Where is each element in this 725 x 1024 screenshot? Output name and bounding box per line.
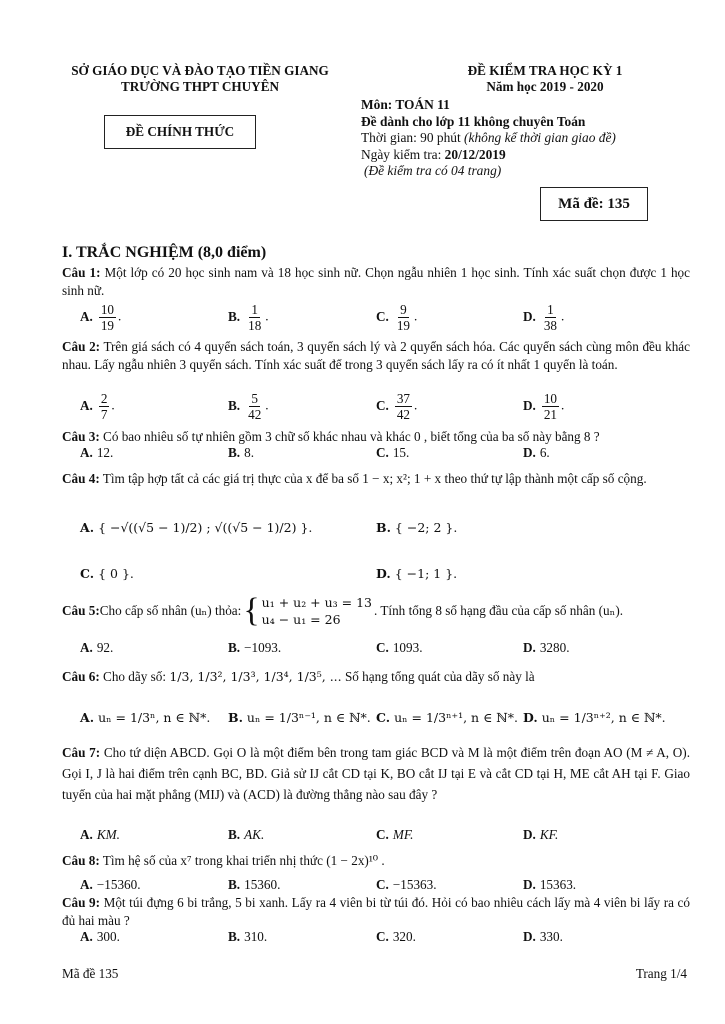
question-label: Câu 4: [62, 471, 100, 486]
option-label: A. [80, 827, 93, 842]
system-line-1: u₁ + u₂ + u₃ = 13 [261, 595, 373, 610]
numerator: 9 [400, 302, 407, 317]
option-value: −1093. [244, 640, 282, 655]
subject: Môn: TOÁN 11 [361, 97, 450, 112]
question-text: Một túi đựng 6 bi trắng, 5 bi xanh. Lấy ra 4 viên bi từ túi đó. Hỏi có bao nhiêu cách lấy mà 4 viên bi lấy ra có đủ hai màu ? [62, 895, 690, 928]
option-d[interactable] [523, 640, 570, 656]
option-value: 3280. [539, 640, 570, 655]
option-d[interactable] [523, 877, 576, 893]
numerator: 10 [543, 391, 558, 406]
denominator: 19 [396, 318, 411, 333]
option-value: −15360. [96, 877, 141, 892]
denominator: 7 [100, 407, 108, 422]
fraction [246, 391, 263, 422]
option-value: MF. [392, 827, 414, 842]
question-1 [62, 264, 690, 299]
option-d[interactable] [376, 566, 457, 581]
option-value: 15. [392, 445, 410, 460]
school-name: TRƯỜNG THPT CHUYÊN [120, 79, 280, 94]
option-b[interactable] [228, 827, 264, 843]
question-label: Câu 2: [62, 339, 101, 354]
option-label: D. [523, 877, 536, 892]
school-year: Năm học 2019 - 2020 [486, 79, 604, 94]
official-badge: ĐỀ CHÍNH THỨC [104, 115, 256, 149]
option-label: A. [80, 710, 95, 725]
option-value: −15363. [392, 877, 437, 892]
numerator: 5 [251, 391, 258, 406]
option-value: 92. [96, 640, 114, 655]
option-label: B. [376, 520, 391, 535]
brace-icon: { [243, 592, 260, 629]
denominator: 21 [543, 407, 558, 422]
denominator: 18 [248, 318, 262, 333]
option-value: 1093. [392, 640, 423, 655]
option-label: B. [228, 308, 241, 324]
option-label: D. [523, 710, 538, 725]
footer-page-number: Trang 1/4 [635, 966, 687, 981]
question-text: Trên giá sách có 4 quyển sách toán, 3 quyển sách lý và 2 quyển sách hóa. Các quyển sách cùng môn đều khác nhau. Lấy ngẫu nhiên 3 quyển sách. Tính xác suất để trong 3 quyển sách lấy ra có ít nhất 1 quyển là toán. [62, 339, 691, 372]
question-2 [62, 338, 690, 373]
option-value: { −2; 2 }. [394, 520, 458, 535]
numerator: 1 [251, 302, 258, 317]
exam-info [361, 97, 616, 180]
option-label: C. [376, 929, 389, 944]
option-label: B. [228, 877, 241, 892]
option-a[interactable]: A. $\frac{10}{19}$ . [80, 302, 122, 333]
question-label: Câu 1: [62, 265, 101, 280]
option-a[interactable] [80, 520, 312, 535]
option-label: C. [376, 710, 391, 725]
question-text-after: Số hạng tổng quát của dãy số này là [341, 669, 535, 684]
option-a[interactable] [80, 877, 141, 893]
date-value: 20/12/2019 [444, 146, 506, 162]
option-value: uₙ = 1/3ⁿ⁺², n ∈ ℕ*. [541, 710, 666, 725]
option-label: D. [523, 827, 536, 842]
fraction [542, 302, 559, 333]
fraction [99, 302, 116, 333]
option-label: A. [80, 877, 93, 892]
option-c[interactable] [376, 827, 413, 843]
option-label: A. [80, 397, 93, 413]
option-label: C. [376, 640, 389, 655]
option-value: 15363. [539, 877, 577, 892]
option-b[interactable] [228, 710, 371, 725]
denominator: 19 [100, 318, 115, 333]
numerator: 2 [100, 391, 108, 406]
option-label: B. [228, 640, 241, 655]
option-b[interactable]: B. $\frac{1}{18}$ . [228, 302, 269, 333]
option-label: B. [228, 397, 241, 413]
numerator: 1 [547, 302, 554, 317]
department-header [40, 63, 360, 95]
option-value: 320. [392, 929, 416, 944]
option-value: 6. [539, 445, 550, 460]
option-value: 8. [244, 445, 254, 460]
option-label: A. [80, 308, 93, 324]
option-value: uₙ = 1/3ⁿ⁻¹, n ∈ ℕ*. [246, 710, 371, 725]
question-4 [62, 470, 690, 488]
option-label: A. [80, 520, 95, 535]
question-label: Câu 8: [62, 853, 100, 868]
denominator: 42 [248, 407, 262, 422]
exam-title: ĐỀ KIỂM TRA HỌC KỲ 1 [467, 63, 623, 78]
fraction [395, 302, 412, 333]
option-b[interactable] [228, 640, 281, 656]
option-label: D. [523, 445, 536, 460]
sequence: 1/3, 1/3², 1/3³, 1/3⁴, 1/3⁵, ... [169, 669, 342, 684]
exam-title-block [430, 63, 660, 95]
option-label: A. [80, 445, 93, 460]
option-value: { −1; 1 }. [394, 566, 458, 581]
option-label: B. [228, 710, 243, 725]
option-a[interactable] [80, 445, 113, 461]
footer-exam-code: Mã đề 135 [62, 966, 119, 981]
denominator: 42 [396, 407, 411, 422]
time-note: (không kể thời gian giao đề) [464, 130, 616, 145]
question-text-after: . Tính tổng 8 số hạng đầu của cấp số nhân (uₙ). [374, 603, 624, 619]
option-a[interactable] [80, 929, 120, 945]
option-c[interactable] [376, 877, 437, 893]
question-label: Câu 9: [62, 895, 101, 910]
option-label: B. [228, 929, 241, 944]
question-label: Câu 5: [62, 603, 100, 619]
option-c[interactable] [376, 640, 423, 656]
option-c[interactable] [376, 445, 409, 461]
option-value: 330. [539, 929, 563, 944]
question-5 [62, 594, 690, 628]
option-label: A. [80, 929, 93, 944]
fraction [99, 391, 110, 422]
question-6 [62, 668, 690, 686]
question-text: Một lớp có 20 học sinh nam và 18 học sinh nữ. Chọn ngẫu nhiên 1 học sinh. Tính xác suất chọn được 1 học sinh nữ. [62, 265, 690, 298]
option-d[interactable]: D. $\frac{10}{21}$ . [523, 391, 565, 422]
date-line [361, 147, 616, 164]
question-label: Câu 3: [62, 429, 100, 444]
question-text: Tìm hệ số của x⁷ trong khai triển nhị thức (1 − 2x)¹⁰ . [99, 853, 385, 868]
option-value: AK. [244, 827, 265, 842]
option-value: uₙ = 1/3ⁿ, n ∈ ℕ*. [98, 710, 211, 725]
option-a[interactable] [80, 827, 120, 843]
option-label: C. [376, 397, 389, 413]
option-value: uₙ = 1/3ⁿ⁺¹, n ∈ ℕ*. [394, 710, 518, 725]
option-label: C. [376, 445, 389, 460]
option-label: B. [228, 827, 241, 842]
fraction [395, 391, 412, 422]
option-label: C. [80, 566, 95, 581]
option-label: C. [376, 827, 389, 842]
option-label: D. [523, 640, 536, 655]
section-title: I. TRẮC NGHIỆM (8,0 điểm) [62, 244, 267, 261]
fraction [542, 391, 559, 422]
option-c[interactable]: C. $\frac{37}{42}$ . [376, 391, 418, 422]
time-line [361, 130, 616, 147]
system-lines [262, 594, 372, 628]
option-value: 300. [96, 929, 120, 944]
option-label: C. [376, 308, 389, 324]
option-d[interactable] [523, 827, 558, 843]
question-text: Cho tứ diện ABCD. Gọi O là một điểm bên trong tam giác BCD và M là một điểm trên đoạn AO (M ≠ A, O). Gọi I, J là hai điểm trên cạnh BC, BD. Giả sử IJ cắt CD tại K, BO cắt IJ tại E và cắt CD tại H, ME cắt AH tại F. Giao tuyến của hai mặt phẳng (MIJ) và (ACD) là đường thẳng nào sau đây ? [62, 745, 690, 802]
option-label: D. [523, 308, 536, 324]
department-name: SỞ GIÁO DỤC VÀ ĐÀO TẠO TIỀN GIANG [71, 63, 329, 78]
option-value: 15360. [244, 877, 281, 892]
numerator: 37 [396, 391, 411, 406]
option-label: A. [80, 640, 93, 655]
option-a[interactable] [80, 640, 113, 656]
option-a[interactable]: A. $\frac{2}{7}$ . [80, 391, 115, 422]
pages-note: (Đề kiểm tra có 04 trang) [364, 163, 502, 178]
option-b[interactable] [228, 877, 280, 893]
question-text: Cho cấp số nhân (uₙ) thỏa: [99, 603, 242, 619]
question-3 [62, 428, 690, 446]
question-text: Cho dãy số: [99, 669, 170, 684]
option-a[interactable] [80, 710, 210, 725]
option-d[interactable] [523, 929, 563, 945]
option-b[interactable]: B. $\frac{5}{42}$ . [228, 391, 269, 422]
system-line-2: u₄ − u₁ = 26 [261, 612, 341, 627]
question-9 [62, 894, 690, 929]
option-b[interactable] [228, 445, 254, 461]
option-c[interactable]: C. $\frac{9}{19}$ . [376, 302, 418, 333]
option-label: D. [523, 397, 536, 413]
option-d[interactable]: D. $\frac{1}{38}$ . [523, 302, 565, 333]
option-label: D. [376, 566, 391, 581]
question-8 [62, 852, 690, 870]
option-value: 12. [96, 445, 114, 460]
option-c[interactable] [376, 710, 518, 725]
exam-code-badge: Mã đề: 135 [540, 187, 648, 221]
question-text: Có bao nhiêu số tự nhiên gồm 3 chữ số khác nhau và khác 0 , biết tổng của ba số này bằng 8 ? [99, 429, 600, 444]
option-value: { −√((√5 − 1)/2) ; √((√5 − 1)/2) }. [98, 520, 313, 535]
option-value: { 0 }. [98, 566, 134, 581]
option-d[interactable] [523, 710, 666, 725]
question-7 [62, 742, 690, 805]
denominator: 38 [543, 318, 558, 333]
option-d[interactable] [523, 445, 550, 461]
option-value: 310. [244, 929, 268, 944]
time-label: Thời gian: 90 phút [361, 130, 465, 145]
option-label: B. [228, 445, 241, 460]
option-value: KF. [539, 827, 559, 842]
date-label: Ngày kiểm tra: [361, 146, 445, 162]
question-label: Câu 7: [62, 745, 101, 760]
question-text: Tìm tập hợp tất cả các giá trị thực của x để ba số 1 − x; x²; 1 + x theo thứ tự lập thành một cấp số cộng. [99, 471, 647, 486]
audience: Đề dành cho lớp 11 không chuyên Toán [361, 113, 586, 129]
option-label: C. [376, 877, 389, 892]
option-c[interactable] [376, 929, 416, 945]
numerator: 10 [100, 302, 115, 317]
option-label: D. [523, 929, 536, 944]
option-b[interactable] [228, 929, 267, 945]
option-value: KM. [96, 827, 120, 842]
option-b[interactable] [376, 520, 457, 535]
equation-system [243, 594, 372, 628]
option-c[interactable] [80, 566, 134, 581]
question-label: Câu 6: [62, 669, 100, 684]
fraction [246, 302, 263, 333]
